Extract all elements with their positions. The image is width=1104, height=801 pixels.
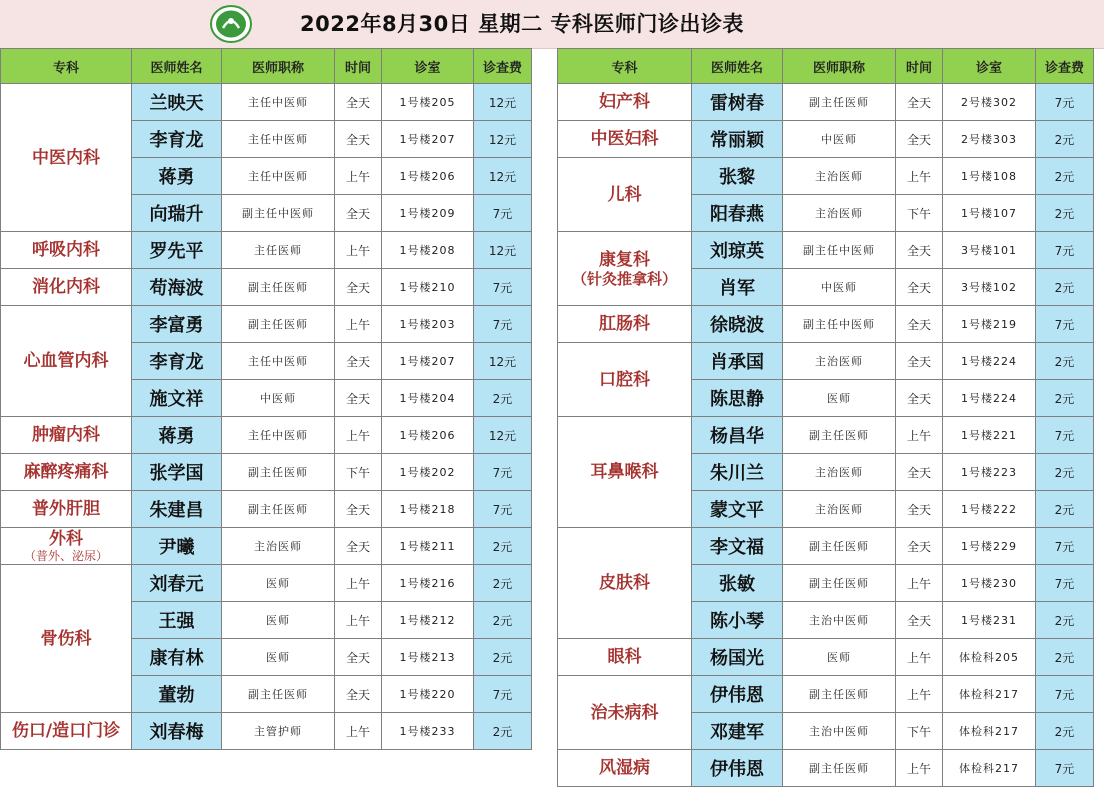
clinic-time: 全天 bbox=[896, 121, 943, 158]
dept-cell bbox=[558, 121, 692, 158]
consult-fee: 7元 bbox=[1036, 306, 1094, 343]
clinic-time: 上午 bbox=[335, 232, 382, 269]
clinic-room: 1号楼205 bbox=[382, 84, 474, 121]
doctor-title: 主治医师 bbox=[222, 528, 335, 565]
dept-cell bbox=[558, 232, 692, 306]
dept-cell bbox=[1, 528, 132, 565]
doctor-title: 副主任中医师 bbox=[222, 195, 335, 232]
clinic-room: 1号楼233 bbox=[382, 713, 474, 750]
doctor-name: 康有林 bbox=[132, 639, 222, 676]
schedule-table-left bbox=[0, 48, 532, 750]
clinic-time: 全天 bbox=[896, 269, 943, 306]
dept-name: 儿科 bbox=[607, 184, 642, 205]
doctor-title: 副主任医师 bbox=[222, 491, 335, 528]
clinic-room: 体检科205 bbox=[943, 639, 1036, 676]
dept-name: 治未病科 bbox=[590, 702, 659, 723]
table-row bbox=[1, 306, 532, 343]
clinic-room: 1号楼211 bbox=[382, 528, 474, 565]
consult-fee: 2元 bbox=[1036, 713, 1094, 750]
table-row bbox=[1, 232, 532, 269]
doctor-title: 副主任医师 bbox=[783, 84, 896, 121]
table-header-row bbox=[558, 49, 1094, 84]
header-doctor-title: 医师职称 bbox=[783, 49, 896, 84]
clinic-room: 1号楼224 bbox=[943, 343, 1036, 380]
doctor-title: 主治医师 bbox=[783, 195, 896, 232]
clinic-room: 1号楼230 bbox=[943, 565, 1036, 602]
clinic-room: 体检科217 bbox=[943, 750, 1036, 787]
doctor-title: 副主任医师 bbox=[222, 269, 335, 306]
doctor-name: 蒋勇 bbox=[132, 417, 222, 454]
doctor-name: 蒙文平 bbox=[692, 491, 783, 528]
doctor-title: 主治中医师 bbox=[783, 713, 896, 750]
dept-name: 伤口/造口门诊 bbox=[11, 721, 121, 741]
table-row bbox=[558, 84, 1094, 121]
clinic-room: 3号楼101 bbox=[943, 232, 1036, 269]
dept-name: 妇产科 bbox=[599, 92, 650, 112]
consult-fee: 2元 bbox=[474, 602, 532, 639]
clinic-time: 全天 bbox=[335, 380, 382, 417]
table-row bbox=[558, 417, 1094, 454]
doctor-name: 张学国 bbox=[132, 454, 222, 491]
doctor-name: 刘琼英 bbox=[692, 232, 783, 269]
clinic-time: 全天 bbox=[896, 84, 943, 121]
dept-subtitle: （普外、泌尿） bbox=[23, 549, 108, 563]
doctor-title: 医师 bbox=[783, 639, 896, 676]
dept-cell bbox=[558, 528, 692, 639]
clinic-room: 1号楼213 bbox=[382, 639, 474, 676]
table-row bbox=[1, 269, 532, 306]
consult-fee: 7元 bbox=[1036, 750, 1094, 787]
dept-cell bbox=[1, 417, 132, 454]
clinic-room: 1号楼229 bbox=[943, 528, 1036, 565]
consult-fee: 2元 bbox=[1036, 121, 1094, 158]
consult-fee: 2元 bbox=[474, 565, 532, 602]
consult-fee: 12元 bbox=[474, 84, 532, 121]
consult-fee: 2元 bbox=[474, 639, 532, 676]
clinic-time: 全天 bbox=[335, 676, 382, 713]
clinic-time: 上午 bbox=[335, 417, 382, 454]
doctor-name: 董勃 bbox=[132, 676, 222, 713]
doctor-name: 张黎 bbox=[692, 158, 783, 195]
doctor-title: 中医师 bbox=[783, 121, 896, 158]
consult-fee: 7元 bbox=[474, 195, 532, 232]
doctor-name: 朱川兰 bbox=[692, 454, 783, 491]
table-row bbox=[558, 121, 1094, 158]
clinic-time: 全天 bbox=[335, 121, 382, 158]
clinic-time: 全天 bbox=[335, 343, 382, 380]
dept-name: 中医妇科 bbox=[590, 129, 659, 149]
doctor-title: 主治医师 bbox=[783, 343, 896, 380]
clinic-room: 1号楼207 bbox=[382, 343, 474, 380]
dept-name: 消化内科 bbox=[32, 277, 100, 297]
clinic-time: 下午 bbox=[896, 195, 943, 232]
consult-fee: 7元 bbox=[1036, 565, 1094, 602]
clinic-time: 全天 bbox=[896, 306, 943, 343]
doctor-title: 副主任医师 bbox=[783, 417, 896, 454]
doctor-title: 主任中医师 bbox=[222, 158, 335, 195]
doctor-title: 医师 bbox=[222, 639, 335, 676]
consult-fee: 7元 bbox=[1036, 676, 1094, 713]
doctor-name: 苟海波 bbox=[132, 269, 222, 306]
table-row bbox=[558, 232, 1094, 269]
clinic-room: 1号楼203 bbox=[382, 306, 474, 343]
table-row bbox=[1, 417, 532, 454]
table-row bbox=[1, 528, 532, 565]
clinic-room: 1号楼207 bbox=[382, 121, 474, 158]
consult-fee: 2元 bbox=[1036, 602, 1094, 639]
doctor-title: 副主任中医师 bbox=[783, 306, 896, 343]
dept-name: 风湿病 bbox=[599, 758, 650, 778]
clinic-room: 1号楼108 bbox=[943, 158, 1036, 195]
dept-cell bbox=[558, 343, 692, 417]
consult-fee: 7元 bbox=[1036, 84, 1094, 121]
clinic-time: 全天 bbox=[896, 232, 943, 269]
doctor-title: 副主任中医师 bbox=[783, 232, 896, 269]
dept-cell bbox=[558, 158, 692, 232]
table-row bbox=[558, 343, 1094, 380]
doctor-title: 副主任医师 bbox=[783, 750, 896, 787]
table-row bbox=[558, 639, 1094, 676]
consult-fee: 7元 bbox=[474, 491, 532, 528]
dept-name: 麻醉疼痛科 bbox=[23, 462, 109, 482]
dept-cell bbox=[558, 639, 692, 676]
doctor-title: 副主任医师 bbox=[222, 306, 335, 343]
doctor-name: 李育龙 bbox=[132, 343, 222, 380]
clinic-room: 2号楼303 bbox=[943, 121, 1036, 158]
clinic-time: 全天 bbox=[335, 491, 382, 528]
doctor-name: 陈小琴 bbox=[692, 602, 783, 639]
doctor-title: 主治医师 bbox=[783, 158, 896, 195]
clinic-time: 全天 bbox=[896, 380, 943, 417]
dept-name: 肿瘤内科 bbox=[32, 425, 100, 445]
clinic-time: 上午 bbox=[896, 639, 943, 676]
consult-fee: 7元 bbox=[474, 306, 532, 343]
table-row bbox=[1, 454, 532, 491]
doctor-title: 主任中医师 bbox=[222, 121, 335, 158]
doctor-name: 李富勇 bbox=[132, 306, 222, 343]
clinic-room: 1号楼221 bbox=[943, 417, 1036, 454]
schedule-table-right bbox=[557, 48, 1094, 787]
header-fee: 诊查费 bbox=[1036, 49, 1094, 84]
clinic-room: 3号楼102 bbox=[943, 269, 1036, 306]
clinic-time: 全天 bbox=[896, 343, 943, 380]
consult-fee: 2元 bbox=[1036, 158, 1094, 195]
clinic-time: 上午 bbox=[335, 713, 382, 750]
clinic-time: 上午 bbox=[896, 158, 943, 195]
clinic-time: 下午 bbox=[335, 454, 382, 491]
doctor-title: 医师 bbox=[222, 565, 335, 602]
clinic-time: 全天 bbox=[896, 491, 943, 528]
clinic-time: 全天 bbox=[335, 269, 382, 306]
header-doctor-title: 医师职称 bbox=[222, 49, 335, 84]
dept-cell bbox=[1, 713, 132, 750]
clinic-room: 1号楼223 bbox=[943, 454, 1036, 491]
clinic-room: 1号楼220 bbox=[382, 676, 474, 713]
dept-cell bbox=[1, 232, 132, 269]
doctor-title: 副主任医师 bbox=[783, 676, 896, 713]
table-row bbox=[558, 750, 1094, 787]
consult-fee: 12元 bbox=[474, 121, 532, 158]
clinic-room: 体检科217 bbox=[943, 676, 1036, 713]
dept-name: 心血管内科 bbox=[23, 351, 109, 371]
doctor-name: 李文福 bbox=[692, 528, 783, 565]
doctor-name: 陈思静 bbox=[692, 380, 783, 417]
clinic-time: 上午 bbox=[335, 158, 382, 195]
header-dept: 专科 bbox=[1, 49, 132, 84]
dept-name: 普外肝胆 bbox=[32, 499, 100, 519]
clinic-room: 2号楼302 bbox=[943, 84, 1036, 121]
doctor-name: 刘春元 bbox=[132, 565, 222, 602]
dept-name: 皮肤科 bbox=[599, 573, 650, 593]
dept-name: 呼吸内科 bbox=[32, 240, 100, 260]
dept-name: 中医内科 bbox=[32, 147, 100, 168]
dept-name: 肛肠科 bbox=[599, 314, 650, 334]
consult-fee: 2元 bbox=[474, 380, 532, 417]
header-doctor-name: 医师姓名 bbox=[132, 49, 222, 84]
doctor-title: 副主任医师 bbox=[222, 454, 335, 491]
consult-fee: 2元 bbox=[1036, 639, 1094, 676]
clinic-time: 上午 bbox=[896, 676, 943, 713]
dept-cell bbox=[1, 565, 132, 713]
doctor-name: 刘春梅 bbox=[132, 713, 222, 750]
dept-subtitle: （针灸推拿科） bbox=[571, 269, 677, 288]
dept-name: 口腔科 bbox=[599, 369, 650, 390]
doctor-name: 阳春燕 bbox=[692, 195, 783, 232]
clinic-room: 1号楼216 bbox=[382, 565, 474, 602]
doctor-name: 张敏 bbox=[692, 565, 783, 602]
header-doctor-name: 医师姓名 bbox=[692, 49, 783, 84]
consult-fee: 12元 bbox=[474, 232, 532, 269]
dept-cell bbox=[558, 306, 692, 343]
clinic-room: 1号楼224 bbox=[943, 380, 1036, 417]
clinic-time: 全天 bbox=[335, 84, 382, 121]
consult-fee: 7元 bbox=[1036, 232, 1094, 269]
doctor-name: 蒋勇 bbox=[132, 158, 222, 195]
doctor-name: 伊伟恩 bbox=[692, 676, 783, 713]
dept-cell bbox=[558, 676, 692, 750]
dept-cell bbox=[1, 84, 132, 232]
consult-fee: 7元 bbox=[1036, 417, 1094, 454]
dept-name: 耳鼻喉科 bbox=[590, 462, 659, 482]
clinic-time: 全天 bbox=[335, 195, 382, 232]
doctor-title: 主任中医师 bbox=[222, 417, 335, 454]
clinic-time: 下午 bbox=[896, 713, 943, 750]
header-room: 诊室 bbox=[943, 49, 1036, 84]
clinic-room: 体检科217 bbox=[943, 713, 1036, 750]
clinic-room: 1号楼219 bbox=[943, 306, 1036, 343]
doctor-title: 副主任医师 bbox=[783, 565, 896, 602]
doctor-title: 主治医师 bbox=[783, 491, 896, 528]
consult-fee: 7元 bbox=[474, 269, 532, 306]
consult-fee: 12元 bbox=[474, 343, 532, 380]
clinic-room: 1号楼206 bbox=[382, 158, 474, 195]
doctor-title: 中医师 bbox=[783, 269, 896, 306]
clinic-room: 1号楼208 bbox=[382, 232, 474, 269]
table-row bbox=[1, 491, 532, 528]
consult-fee: 2元 bbox=[1036, 454, 1094, 491]
doctor-name: 杨昌华 bbox=[692, 417, 783, 454]
consult-fee: 7元 bbox=[1036, 528, 1094, 565]
clinic-time: 全天 bbox=[896, 528, 943, 565]
doctor-title: 副主任医师 bbox=[783, 528, 896, 565]
consult-fee: 2元 bbox=[1036, 195, 1094, 232]
consult-fee: 7元 bbox=[474, 454, 532, 491]
doctor-name: 兰映天 bbox=[132, 84, 222, 121]
header-fee: 诊查费 bbox=[474, 49, 532, 84]
page-title: 2022年8月30日 星期二 专科医师门诊出诊表 bbox=[300, 12, 744, 36]
dept-name: 骨伤科 bbox=[40, 628, 92, 649]
clinic-room: 1号楼209 bbox=[382, 195, 474, 232]
doctor-name: 罗先平 bbox=[132, 232, 222, 269]
dept-name: 眼科 bbox=[607, 647, 642, 667]
clinic-time: 上午 bbox=[896, 565, 943, 602]
header-room: 诊室 bbox=[382, 49, 474, 84]
title-bar bbox=[0, 0, 1104, 49]
doctor-title: 医师 bbox=[222, 602, 335, 639]
doctor-title: 主治医师 bbox=[783, 454, 896, 491]
doctor-name: 邓建军 bbox=[692, 713, 783, 750]
clinic-time: 全天 bbox=[335, 528, 382, 565]
clinic-time: 全天 bbox=[896, 454, 943, 491]
dept-name: 外科 bbox=[49, 529, 83, 549]
dept-cell bbox=[558, 750, 692, 787]
clinic-time: 上午 bbox=[896, 417, 943, 454]
dept-cell bbox=[1, 454, 132, 491]
doctor-name: 向瑞升 bbox=[132, 195, 222, 232]
clinic-room: 1号楼210 bbox=[382, 269, 474, 306]
clinic-room: 1号楼206 bbox=[382, 417, 474, 454]
doctor-title: 中医师 bbox=[222, 380, 335, 417]
dept-cell bbox=[558, 417, 692, 528]
table-row bbox=[558, 158, 1094, 195]
dept-cell bbox=[1, 306, 132, 417]
dept-name: 康复科 bbox=[599, 249, 650, 270]
header-time: 时间 bbox=[896, 49, 943, 84]
consult-fee: 2元 bbox=[474, 528, 532, 565]
table-row bbox=[558, 676, 1094, 713]
doctor-title: 主管护师 bbox=[222, 713, 335, 750]
doctor-title: 副主任医师 bbox=[222, 676, 335, 713]
doctor-title: 主任中医师 bbox=[222, 343, 335, 380]
clinic-time: 上午 bbox=[335, 565, 382, 602]
doctor-name: 李育龙 bbox=[132, 121, 222, 158]
doctor-name: 常丽颖 bbox=[692, 121, 783, 158]
dept-cell bbox=[1, 491, 132, 528]
doctor-name: 雷树春 bbox=[692, 84, 783, 121]
clinic-time: 全天 bbox=[896, 602, 943, 639]
header-dept: 专科 bbox=[558, 49, 692, 84]
doctor-name: 伊伟恩 bbox=[692, 750, 783, 787]
doctor-title: 主任中医师 bbox=[222, 84, 335, 121]
header-time: 时间 bbox=[335, 49, 382, 84]
doctor-name: 肖军 bbox=[692, 269, 783, 306]
consult-fee: 12元 bbox=[474, 158, 532, 195]
consult-fee: 2元 bbox=[474, 713, 532, 750]
doctor-title: 主治中医师 bbox=[783, 602, 896, 639]
consult-fee: 7元 bbox=[474, 676, 532, 713]
consult-fee: 2元 bbox=[1036, 380, 1094, 417]
consult-fee: 2元 bbox=[1036, 491, 1094, 528]
doctor-name: 王强 bbox=[132, 602, 222, 639]
table-row bbox=[558, 306, 1094, 343]
clinic-room: 1号楼204 bbox=[382, 380, 474, 417]
doctor-title: 医师 bbox=[783, 380, 896, 417]
clinic-room: 1号楼231 bbox=[943, 602, 1036, 639]
doctor-name: 施文祥 bbox=[132, 380, 222, 417]
doctor-name: 杨国光 bbox=[692, 639, 783, 676]
consult-fee: 2元 bbox=[1036, 269, 1094, 306]
table-header-row bbox=[1, 49, 532, 84]
doctor-name: 尹曦 bbox=[132, 528, 222, 565]
clinic-room: 1号楼212 bbox=[382, 602, 474, 639]
clinic-room: 1号楼107 bbox=[943, 195, 1036, 232]
clinic-time: 上午 bbox=[335, 602, 382, 639]
doctor-name: 徐晓波 bbox=[692, 306, 783, 343]
doctor-title: 主任医师 bbox=[222, 232, 335, 269]
clinic-room: 1号楼222 bbox=[943, 491, 1036, 528]
table-row bbox=[558, 528, 1094, 565]
doctor-name: 肖承国 bbox=[692, 343, 783, 380]
clinic-time: 全天 bbox=[335, 639, 382, 676]
doctor-name: 朱建昌 bbox=[132, 491, 222, 528]
clinic-time: 上午 bbox=[896, 750, 943, 787]
table-row bbox=[1, 565, 532, 602]
clinic-room: 1号楼202 bbox=[382, 454, 474, 491]
dept-cell bbox=[1, 269, 132, 306]
clinic-room: 1号楼218 bbox=[382, 491, 474, 528]
table-row bbox=[1, 713, 532, 750]
dept-cell bbox=[558, 84, 692, 121]
consult-fee: 12元 bbox=[474, 417, 532, 454]
table-row bbox=[1, 84, 532, 121]
hospital-logo-icon bbox=[209, 4, 253, 44]
clinic-time: 上午 bbox=[335, 306, 382, 343]
consult-fee: 2元 bbox=[1036, 343, 1094, 380]
